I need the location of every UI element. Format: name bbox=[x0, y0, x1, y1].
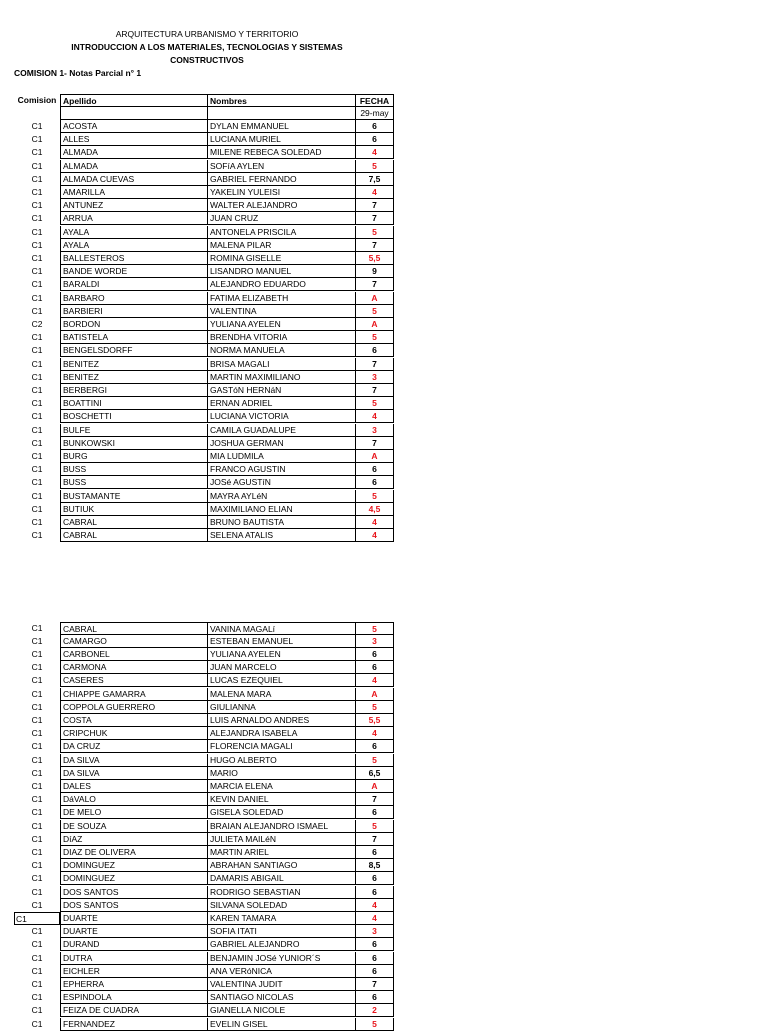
nombres-cell: JUAN MARCELO bbox=[207, 661, 355, 674]
comision-cell: C1 bbox=[31, 384, 43, 395]
comision-cell: C1 bbox=[14, 912, 60, 925]
apellido-cell: CHIAPPE GAMARRA bbox=[60, 688, 207, 701]
apellido-cell: BURG bbox=[60, 450, 207, 463]
apellido-cell: CABRAL bbox=[60, 622, 207, 635]
apellido-cell: CRIPCHUK bbox=[60, 727, 207, 740]
grade-cell: 5 bbox=[355, 622, 394, 635]
apellido-cell: AYALA bbox=[60, 239, 207, 252]
grade-cell: 5 bbox=[355, 1018, 394, 1031]
comision-cell: C1 bbox=[31, 886, 43, 897]
apellido-cell: BENGELSDORFF bbox=[60, 344, 207, 357]
grade-cell: 7 bbox=[355, 437, 394, 450]
comision-cell: C1 bbox=[31, 226, 43, 237]
comision-cell: C1 bbox=[31, 120, 43, 131]
nombres-cell: ROMINA GISELLE bbox=[207, 252, 355, 265]
comision-cell: C1 bbox=[31, 266, 43, 277]
header-apellido: Apellido bbox=[60, 94, 207, 107]
nombres-cell: BRISA MAGALI bbox=[207, 358, 355, 371]
grade-cell: 7 bbox=[355, 833, 394, 846]
grade-cell: 6 bbox=[355, 133, 394, 146]
comision-cell: C1 bbox=[31, 530, 43, 541]
nombres-cell: YULIANA AYELEN bbox=[207, 648, 355, 661]
grade-cell: 6 bbox=[355, 938, 394, 951]
apellido-cell: DOMINGUEZ bbox=[60, 859, 207, 872]
nombres-cell: MAYRA AYLéN bbox=[207, 490, 355, 503]
comision-cell: C1 bbox=[31, 424, 43, 435]
apellido-cell: DUTRA bbox=[60, 952, 207, 965]
nombres-cell: DYLAN EMMANUEL bbox=[207, 120, 355, 133]
comision-cell: C1 bbox=[31, 464, 43, 475]
comision-cell: C1 bbox=[31, 213, 43, 224]
nombres-cell: ANA VERóNICA bbox=[207, 965, 355, 978]
comision-cell: C1 bbox=[31, 437, 43, 448]
comision-cell: C1 bbox=[31, 648, 43, 659]
comision-cell: C1 bbox=[31, 411, 43, 422]
nombres-cell: CAMILA GUADALUPE bbox=[207, 424, 355, 437]
comision-cell: C1 bbox=[31, 200, 43, 211]
title-line-2: INTRODUCCION A LOS MATERIALES, TECNOLOGIAS Y SISTEMAS bbox=[71, 42, 343, 52]
comision-cell: C1 bbox=[31, 1005, 43, 1016]
comision-cell: C1 bbox=[31, 767, 43, 778]
grade-cell: 5 bbox=[355, 701, 394, 714]
grade-cell: 6 bbox=[355, 661, 394, 674]
comision-cell: C1 bbox=[31, 846, 43, 857]
nombres-cell: HUGO ALBERTO bbox=[207, 754, 355, 767]
comision-cell: C1 bbox=[31, 978, 43, 989]
nombres-cell: JULIETA MAILéN bbox=[207, 833, 355, 846]
nombres-cell: GABRIEL ALEJANDRO bbox=[207, 938, 355, 951]
nombres-cell: NORMA MANUELA bbox=[207, 344, 355, 357]
comision-cell: C1 bbox=[31, 292, 43, 303]
comision-cell: C1 bbox=[31, 992, 43, 1003]
grade-cell: 7 bbox=[355, 278, 394, 291]
nombres-cell: SOFIA ITATI bbox=[207, 925, 355, 938]
grade-cell: 3 bbox=[355, 925, 394, 938]
apellido-cell: DA CRUZ bbox=[60, 740, 207, 753]
grade-cell: 5,5 bbox=[355, 252, 394, 265]
apellido-cell: BANDE WORDE bbox=[60, 265, 207, 278]
nombres-cell: MARTIN ARIEL bbox=[207, 846, 355, 859]
apellido-cell: EPHERRA bbox=[60, 978, 207, 991]
comision-cell: C1 bbox=[31, 926, 43, 937]
nombres-cell: GIULIANNA bbox=[207, 701, 355, 714]
apellido-cell: BUSTAMANTE bbox=[60, 490, 207, 503]
grade-cell: 4 bbox=[355, 516, 394, 529]
comision-cell: C1 bbox=[31, 688, 43, 699]
comision-cell: C1 bbox=[31, 780, 43, 791]
comision-cell: C1 bbox=[31, 147, 43, 158]
nombres-cell: SANTIAGO NICOLAS bbox=[207, 991, 355, 1004]
nombres-cell: ABRAHAN SANTIAGO bbox=[207, 859, 355, 872]
apellido-cell: ALMADA bbox=[60, 160, 207, 173]
apellido-cell: DE SOUZA bbox=[60, 820, 207, 833]
nombres-cell: GISELA SOLEDAD bbox=[207, 806, 355, 819]
grade-cell: 7 bbox=[355, 239, 394, 252]
apellido-cell: BENITEZ bbox=[60, 358, 207, 371]
header-fecha: FECHA bbox=[355, 94, 394, 107]
grade-cell: 5 bbox=[355, 331, 394, 344]
apellido-cell: DIAZ DE OLIVERA bbox=[60, 846, 207, 859]
comision-cell: C1 bbox=[31, 345, 43, 356]
nombres-cell: JUAN CRUZ bbox=[207, 212, 355, 225]
apellido-cell: ACOSTA bbox=[60, 120, 207, 133]
apellido-cell: BATISTELA bbox=[60, 331, 207, 344]
grade-cell: 5 bbox=[355, 226, 394, 239]
nombres-cell: GASTóN HERNáN bbox=[207, 384, 355, 397]
comision-cell: C1 bbox=[31, 833, 43, 844]
apellido-cell: BOSCHETTI bbox=[60, 410, 207, 423]
header-nombres-blank bbox=[207, 107, 355, 120]
apellido-cell: BUTIUK bbox=[60, 503, 207, 516]
comision-cell: C1 bbox=[31, 477, 43, 488]
comision-cell: C1 bbox=[31, 899, 43, 910]
comision-cell: C1 bbox=[31, 503, 43, 514]
comision-cell: C1 bbox=[31, 794, 43, 805]
apellido-cell: CABRAL bbox=[60, 529, 207, 542]
apellido-cell: ANTUNEZ bbox=[60, 199, 207, 212]
grade-cell: 8,5 bbox=[355, 859, 394, 872]
apellido-cell: DE MELO bbox=[60, 806, 207, 819]
nombres-cell: MARCIA ELENA bbox=[207, 780, 355, 793]
grade-cell: 3 bbox=[355, 635, 394, 648]
comision-cell: C1 bbox=[31, 305, 43, 316]
nombres-cell: LUIS ARNALDO ANDRES bbox=[207, 714, 355, 727]
grade-cell: 4 bbox=[355, 674, 394, 687]
apellido-cell: DíAZ bbox=[60, 833, 207, 846]
comision-cell: C1 bbox=[31, 516, 43, 527]
nombres-cell: ALEJANDRA ISABELA bbox=[207, 727, 355, 740]
title-line-1: ARQUITECTURA URBANISMO Y TERRITORIO bbox=[115, 29, 299, 39]
nombres-cell: JOSHUA GERMAN bbox=[207, 437, 355, 450]
apellido-cell: ESPINDOLA bbox=[60, 991, 207, 1004]
grade-cell: 3 bbox=[355, 424, 394, 437]
grade-cell: 6 bbox=[355, 886, 394, 899]
comision-cell: C1 bbox=[31, 820, 43, 831]
comision-cell: C1 bbox=[31, 160, 43, 171]
nombres-cell: GIANELLA NICOLE bbox=[207, 1004, 355, 1017]
grade-cell: A bbox=[355, 688, 394, 701]
apellido-cell: DURAND bbox=[60, 938, 207, 951]
grade-cell: 4 bbox=[355, 899, 394, 912]
nombres-cell: ALEJANDRO EDUARDO bbox=[207, 278, 355, 291]
comision-cell: C1 bbox=[31, 134, 43, 145]
nombres-cell: EVELIN GISEL bbox=[207, 1018, 355, 1031]
nombres-cell: KAREN TAMARA bbox=[207, 912, 355, 925]
grade-cell: 6 bbox=[355, 120, 394, 133]
nombres-cell: RODRIGO SEBASTIAN bbox=[207, 886, 355, 899]
apellido-cell: CABRAL bbox=[60, 516, 207, 529]
apellido-cell: CARMONA bbox=[60, 661, 207, 674]
apellido-cell: CARBONEL bbox=[60, 648, 207, 661]
commission-label: COMISION 1- Notas Parcial n° 1 bbox=[14, 68, 142, 78]
header-comision: Comision bbox=[17, 94, 57, 105]
grade-cell: 7 bbox=[355, 199, 394, 212]
nombres-cell: LUCIANA MURIEL bbox=[207, 133, 355, 146]
apellido-cell: DOS SANTOS bbox=[60, 899, 207, 912]
grade-cell: 6 bbox=[355, 476, 394, 489]
comision-cell: C1 bbox=[31, 398, 43, 409]
apellido-cell: CAMARGO bbox=[60, 635, 207, 648]
comision-cell: C1 bbox=[31, 701, 43, 712]
grade-cell: 6 bbox=[355, 463, 394, 476]
apellido-cell: DUARTE bbox=[60, 912, 207, 925]
apellido-cell: COSTA bbox=[60, 714, 207, 727]
nombres-cell: FRANCO AGUSTIN bbox=[207, 463, 355, 476]
nombres-cell: ANTONELA PRISCILA bbox=[207, 226, 355, 239]
grade-cell: 7 bbox=[355, 358, 394, 371]
comision-cell: C1 bbox=[31, 939, 43, 950]
nombres-cell: MAXIMILIANO ELIAN bbox=[207, 503, 355, 516]
apellido-cell: BUSS bbox=[60, 463, 207, 476]
grade-cell: 5 bbox=[355, 397, 394, 410]
grade-cell: 7 bbox=[355, 212, 394, 225]
nombres-cell: MALENA MARA bbox=[207, 688, 355, 701]
grade-cell: 4 bbox=[355, 529, 394, 542]
nombres-cell: FATIMA ELIZABETH bbox=[207, 292, 355, 305]
grade-cell: 6,5 bbox=[355, 767, 394, 780]
apellido-cell: DA SILVA bbox=[60, 767, 207, 780]
header-apellido-blank bbox=[60, 107, 207, 120]
nombres-cell: VALENTINA JUDIT bbox=[207, 978, 355, 991]
comision-cell: C1 bbox=[31, 186, 43, 197]
apellido-cell: ALLES bbox=[60, 133, 207, 146]
grade-cell: 4 bbox=[355, 146, 394, 159]
nombres-cell: VALENTINA bbox=[207, 305, 355, 318]
apellido-cell: AMARILLA bbox=[60, 186, 207, 199]
comision-cell: C2 bbox=[31, 318, 43, 329]
nombres-cell: SELENA ATALIS bbox=[207, 529, 355, 542]
grade-cell: 5 bbox=[355, 820, 394, 833]
nombres-cell: FLORENCIA MAGALI bbox=[207, 740, 355, 753]
grade-cell: 5 bbox=[355, 490, 394, 503]
grade-cell: 7,5 bbox=[355, 173, 394, 186]
grade-cell: A bbox=[355, 780, 394, 793]
comision-cell: C1 bbox=[31, 675, 43, 686]
grade-cell: 7 bbox=[355, 978, 394, 991]
comision-cell: C1 bbox=[31, 662, 43, 673]
apellido-cell: BARALDI bbox=[60, 278, 207, 291]
nombres-cell: YULIANA AYELEN bbox=[207, 318, 355, 331]
apellido-cell: BENITEZ bbox=[60, 371, 207, 384]
nombres-cell: DAMARIS ABIGAIL bbox=[207, 872, 355, 885]
comision-cell: C1 bbox=[31, 252, 43, 263]
grade-cell: 6 bbox=[355, 344, 394, 357]
comision-cell: C1 bbox=[31, 173, 43, 184]
header-date: 29-may bbox=[355, 107, 394, 120]
grade-cell: A bbox=[355, 292, 394, 305]
nombres-cell: BENJAMIN JOSé YUNIOR´S bbox=[207, 952, 355, 965]
apellido-cell: ALMADA bbox=[60, 146, 207, 159]
title-line-3: CONSTRUCTIVOS bbox=[170, 55, 244, 65]
nombres-cell: BRENDHA VITORIA bbox=[207, 331, 355, 344]
apellido-cell: DALES bbox=[60, 780, 207, 793]
grade-cell: 5 bbox=[355, 305, 394, 318]
comision-cell: C1 bbox=[31, 371, 43, 382]
nombres-cell: BRUNO BAUTISTA bbox=[207, 516, 355, 529]
comision-cell: C1 bbox=[31, 279, 43, 290]
comision-cell: C1 bbox=[31, 728, 43, 739]
apellido-cell: BUNKOWSKI bbox=[60, 437, 207, 450]
grade-cell: 5 bbox=[355, 754, 394, 767]
grade-cell: 7 bbox=[355, 384, 394, 397]
nombres-cell: ESTEBAN EMANUEL bbox=[207, 635, 355, 648]
nombres-cell: ERNAN ADRIEL bbox=[207, 397, 355, 410]
grade-cell: 6 bbox=[355, 872, 394, 885]
comision-cell: C1 bbox=[31, 635, 43, 646]
nombres-cell: SOFíA AYLEN bbox=[207, 160, 355, 173]
grade-cell: A bbox=[355, 318, 394, 331]
grade-cell: 6 bbox=[355, 965, 394, 978]
apellido-cell: EICHLER bbox=[60, 965, 207, 978]
comision-cell: C1 bbox=[31, 741, 43, 752]
apellido-cell: BORDON bbox=[60, 318, 207, 331]
comision-cell: C1 bbox=[31, 807, 43, 818]
comision-cell: C1 bbox=[31, 873, 43, 884]
nombres-cell: MALENA PILAR bbox=[207, 239, 355, 252]
apellido-cell: BULFE bbox=[60, 424, 207, 437]
comision-cell: C1 bbox=[31, 490, 43, 501]
apellido-cell: FERNANDEZ bbox=[60, 1018, 207, 1031]
apellido-cell: ALMADA CUEVAS bbox=[60, 173, 207, 186]
nombres-cell: GABRIEL FERNANDO bbox=[207, 173, 355, 186]
nombres-cell: SILVANA SOLEDAD bbox=[207, 899, 355, 912]
comision-cell: C1 bbox=[31, 754, 43, 765]
apellido-cell: DOMINGUEZ bbox=[60, 872, 207, 885]
nombres-cell: KEVIN DANIEL bbox=[207, 793, 355, 806]
comision-cell: C1 bbox=[31, 952, 43, 963]
grade-cell: 3 bbox=[355, 371, 394, 384]
nombres-cell: LUCIANA VICTORIA bbox=[207, 410, 355, 423]
nombres-cell: LUCAS EZEQUIEL bbox=[207, 674, 355, 687]
grade-cell: 4 bbox=[355, 912, 394, 925]
comision-cell: C1 bbox=[31, 450, 43, 461]
grade-cell: 4 bbox=[355, 410, 394, 423]
grade-cell: 6 bbox=[355, 648, 394, 661]
apellido-cell: BALLESTEROS bbox=[60, 252, 207, 265]
grade-cell: 9 bbox=[355, 265, 394, 278]
nombres-cell: MIA LUDMILA bbox=[207, 450, 355, 463]
apellido-cell: DOS SANTOS bbox=[60, 886, 207, 899]
nombres-cell: MARIO bbox=[207, 767, 355, 780]
apellido-cell: BERBERGI bbox=[60, 384, 207, 397]
apellido-cell: DáVALO bbox=[60, 793, 207, 806]
apellido-cell: AYALA bbox=[60, 226, 207, 239]
apellido-cell: COPPOLA GUERRERO bbox=[60, 701, 207, 714]
nombres-cell: JOSé AGUSTíN bbox=[207, 476, 355, 489]
comision-cell: C1 bbox=[31, 1018, 43, 1029]
grade-cell: 5 bbox=[355, 160, 394, 173]
grade-cell: A bbox=[355, 450, 394, 463]
comision-cell: C1 bbox=[31, 358, 43, 369]
comision-cell: C1 bbox=[31, 860, 43, 871]
apellido-cell: BOATTINI bbox=[60, 397, 207, 410]
grade-cell: 4 bbox=[355, 727, 394, 740]
grade-cell: 6 bbox=[355, 846, 394, 859]
grade-cell: 5,5 bbox=[355, 714, 394, 727]
apellido-cell: BARBARO bbox=[60, 292, 207, 305]
grade-cell: 4 bbox=[355, 186, 394, 199]
apellido-cell: ARRUA bbox=[60, 212, 207, 225]
nombres-cell: WALTER ALEJANDRO bbox=[207, 199, 355, 212]
nombres-cell: BRAIAN ALEJANDRO ISMAEL bbox=[207, 820, 355, 833]
apellido-cell: CASERES bbox=[60, 674, 207, 687]
grade-cell: 6 bbox=[355, 952, 394, 965]
grade-cell: 6 bbox=[355, 740, 394, 753]
comision-cell: C1 bbox=[31, 965, 43, 976]
grade-cell: 2 bbox=[355, 1004, 394, 1017]
nombres-cell: VANINA MAGALí bbox=[207, 622, 355, 635]
grade-cell: 6 bbox=[355, 806, 394, 819]
apellido-cell: DA SILVA bbox=[60, 754, 207, 767]
comision-cell: C1 bbox=[31, 714, 43, 725]
apellido-cell: DUARTE bbox=[60, 925, 207, 938]
grade-cell: 7 bbox=[355, 793, 394, 806]
nombres-cell: MILENE REBECA SOLEDAD bbox=[207, 146, 355, 159]
header-nombres: Nombres bbox=[207, 94, 355, 107]
comision-cell: C1 bbox=[31, 239, 43, 250]
nombres-cell: MARTIN MAXIMILIANO bbox=[207, 371, 355, 384]
apellido-cell: BARBIERI bbox=[60, 305, 207, 318]
comision-cell: C1 bbox=[31, 332, 43, 343]
apellido-cell: BUSS bbox=[60, 476, 207, 489]
grade-cell: 6 bbox=[355, 991, 394, 1004]
grade-cell: 4,5 bbox=[355, 503, 394, 516]
comision-cell: C1 bbox=[31, 622, 43, 633]
apellido-cell: FEIZA DE CUADRA bbox=[60, 1004, 207, 1017]
nombres-cell: YAKELIN YULEISI bbox=[207, 186, 355, 199]
nombres-cell: LISANDRO MANUEL bbox=[207, 265, 355, 278]
